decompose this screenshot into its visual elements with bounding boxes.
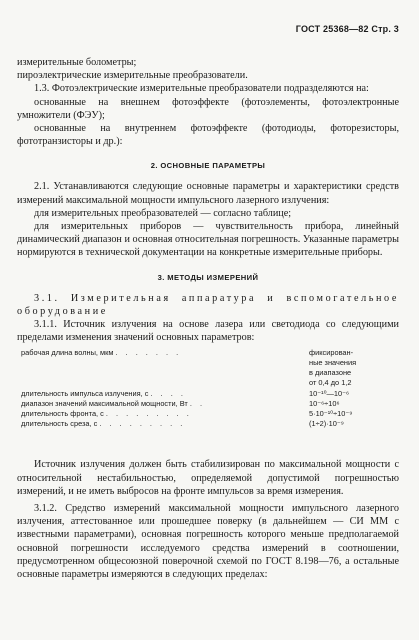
paragraph-1-3: 1.3. Фотоэлектрические измерительные преобразователи подразделяются на: (34, 83, 369, 95)
paragraph-3-1-2: 3.1.2. Средство измерений максимальной мощности импульсного лазерного излучения, аттестованное или прошедшее поверку (в дальнейшем — СИ ММ с известными параметрами), основная погрешность которого меньше предполагаемой основной погрешности исследуемого средства измерений в соотношении, предусмотренном общесоюзной поверочной схемой по ГОСТ 8.198—76, а остальные основные параметры измеряются в следующих пределах: (17, 503, 399, 581)
paragraph-source-requirement: Источник излучения должен быть стабилизирован по максимальной мощности с относительной нестабильностью, определяемой допустимой погрешностью измерений, и не иметь выбросов на фронте импульсов за время измерения. (17, 459, 399, 497)
list-item: измерительные болометры; (17, 57, 137, 68)
paragraph-2-1: 2.1. Устанавливаются следующие основные параметры и характеристики средств измерений максимальной мощности импульсного лазерного излучения: (17, 181, 399, 206)
paragraph-3-1-1: 3.1.1. Источник излучения на основе лазера или светодиода со следующими пределами изменения значений основных параметров: (17, 319, 399, 344)
table-row-value: 10⁻¹⁰—10⁻⁶ (309, 389, 350, 399)
list-item: основанные на внутреннем фотоэффекте (фотодиоды, фоторезисторы, фототранзисторы и др.): (17, 123, 399, 148)
table-row-label: длительность импульса излучения, с . . . . (21, 389, 186, 399)
table-row-value: 10⁻⁶÷10⁶ (309, 399, 340, 409)
list-item: пироэлектрические измерительные преобразователи. (17, 70, 248, 82)
table-row-value: (1÷2)·10⁻⁹ (309, 419, 344, 429)
page-header: ГОСТ 25368—82 Стр. 3 (295, 24, 399, 34)
list-item: основанные на внешнем фотоэффекте (фотоэлементы, фотоэлектронные умножители (ФЭУ); (17, 96, 399, 121)
page-content (17, 56, 399, 581)
section-heading-3: 3. МЕТОДЫ ИЗМЕРЕНИЙ (157, 272, 259, 282)
paragraph-3-1: 3.1. Измерительная аппаратура и вспомогательное оборудование (17, 292, 399, 317)
table-row-label: рабочая длина волны, мкм . . . . . . . (21, 348, 182, 358)
section-heading-2: 2. ОСНОВНЫЕ ПАРАМЕТРЫ (150, 161, 266, 171)
list-item: для измерительных преобразователей — согласно таблице; (34, 207, 292, 219)
table-row-label: длительность среза, с . . . . . . . . . (21, 419, 186, 429)
table-row-value: 5·10⁻¹⁰÷10⁻⁹ (309, 409, 353, 419)
parameter-table (17, 348, 399, 448)
table-row-label: длительность фронта, с . . . . . . . . . (21, 409, 192, 419)
list-item: для измерительных приборов — чувствительность прибора, линейный динамический диапазон и основная относительная погрешность. Указанные параметры нормируются в технической документации на конкретные измерительные приборы. (17, 221, 399, 259)
table-row-label: диапазон значений максимальной мощности, Вт . . (21, 399, 206, 409)
table-row-value: фиксирован- ные значения в диапазоне от 0,4 до 1,2 (309, 348, 357, 388)
